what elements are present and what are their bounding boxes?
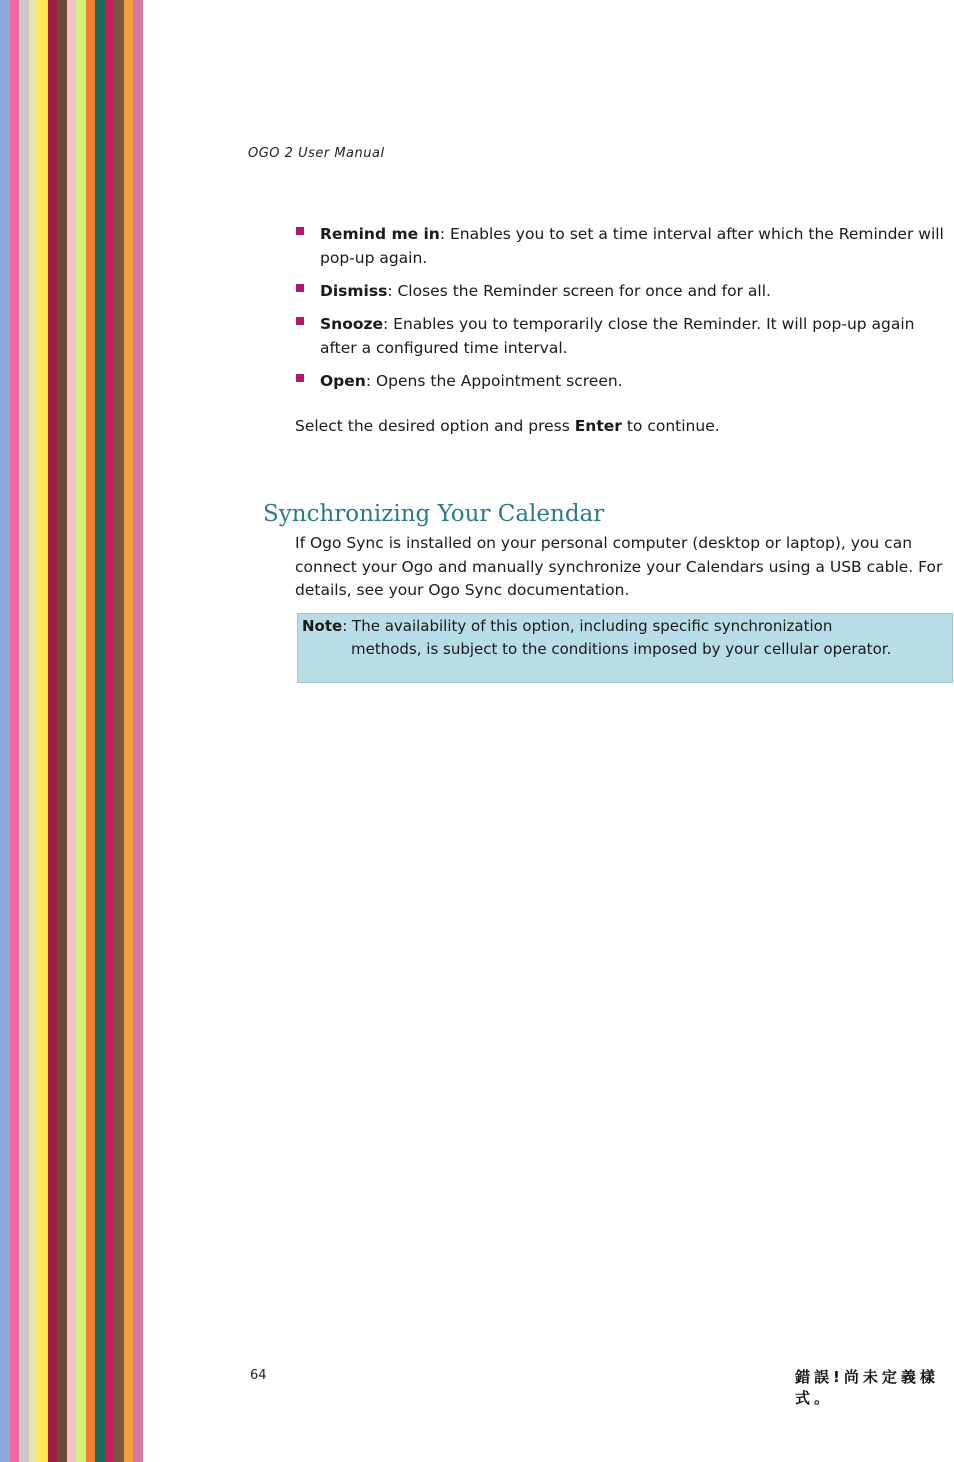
instruction-after: to continue.: [621, 417, 720, 435]
list-item: [295, 369, 945, 393]
note-text-line1: : The availability of this option, including specific synchronization: [342, 617, 833, 635]
option-term: Snooze: [320, 315, 384, 333]
instruction-before: Select the desired option and press: [295, 417, 575, 435]
stripe: [38, 0, 48, 1462]
instruction-text: [295, 414, 720, 438]
square-bullet-icon: [296, 284, 304, 292]
running-header: OGO 2 User Manual: [248, 146, 385, 161]
list-item: [295, 222, 945, 270]
stripe: [48, 0, 58, 1462]
stripe: [133, 0, 143, 1462]
decorative-stripes: [0, 0, 200, 1462]
sync-paragraph: If Ogo Sync is installed on your personal computer (desktop or laptop), you can connect your Ogo and manually synchronize your Calendars using a USB cable. For details, see your Ogo Sync documentation.: [295, 534, 943, 599]
option-description: : Closes the Reminder screen for once and for all.: [387, 282, 771, 300]
option-description: : Opens the Appointment screen.: [365, 372, 623, 390]
list-item: [295, 279, 945, 303]
option-term: Remind me in: [320, 225, 440, 243]
stripe: [124, 0, 134, 1462]
stripe: [67, 0, 77, 1462]
square-bullet-icon: [296, 374, 304, 382]
option-description: : Enables you to set a time interval after which the Reminder will pop-up again.: [320, 225, 944, 267]
stripe: [10, 0, 20, 1462]
stripe: [86, 0, 96, 1462]
option-term: Open: [320, 372, 366, 390]
section-title: Synchronizing Your Calendar: [263, 501, 605, 528]
enter-key-label: Enter: [574, 417, 622, 435]
option-list: [295, 222, 945, 402]
footer-style-error: 錯誤!尚未定義樣式。: [795, 1368, 939, 1407]
square-bullet-icon: [296, 227, 304, 235]
stripe: [114, 0, 124, 1462]
note-label: Note: [302, 617, 343, 635]
list-item: [295, 312, 945, 360]
stripe: [0, 0, 10, 1462]
note-text-line2: methods, is subject to the conditions imposed by your cellular operator.: [351, 640, 892, 658]
stripe: [19, 0, 29, 1462]
stripe: [57, 0, 67, 1462]
stripe: [95, 0, 105, 1462]
option-term: Dismiss: [320, 282, 388, 300]
square-bullet-icon: [296, 317, 304, 325]
note-box: [297, 613, 953, 683]
stripe: [29, 0, 39, 1462]
stripe: [76, 0, 86, 1462]
option-description: : Enables you to temporarily close the Reminder. It will pop-up again after a configured time interval.: [320, 315, 915, 357]
stripe: [105, 0, 115, 1462]
page-number: 64: [250, 1368, 267, 1383]
